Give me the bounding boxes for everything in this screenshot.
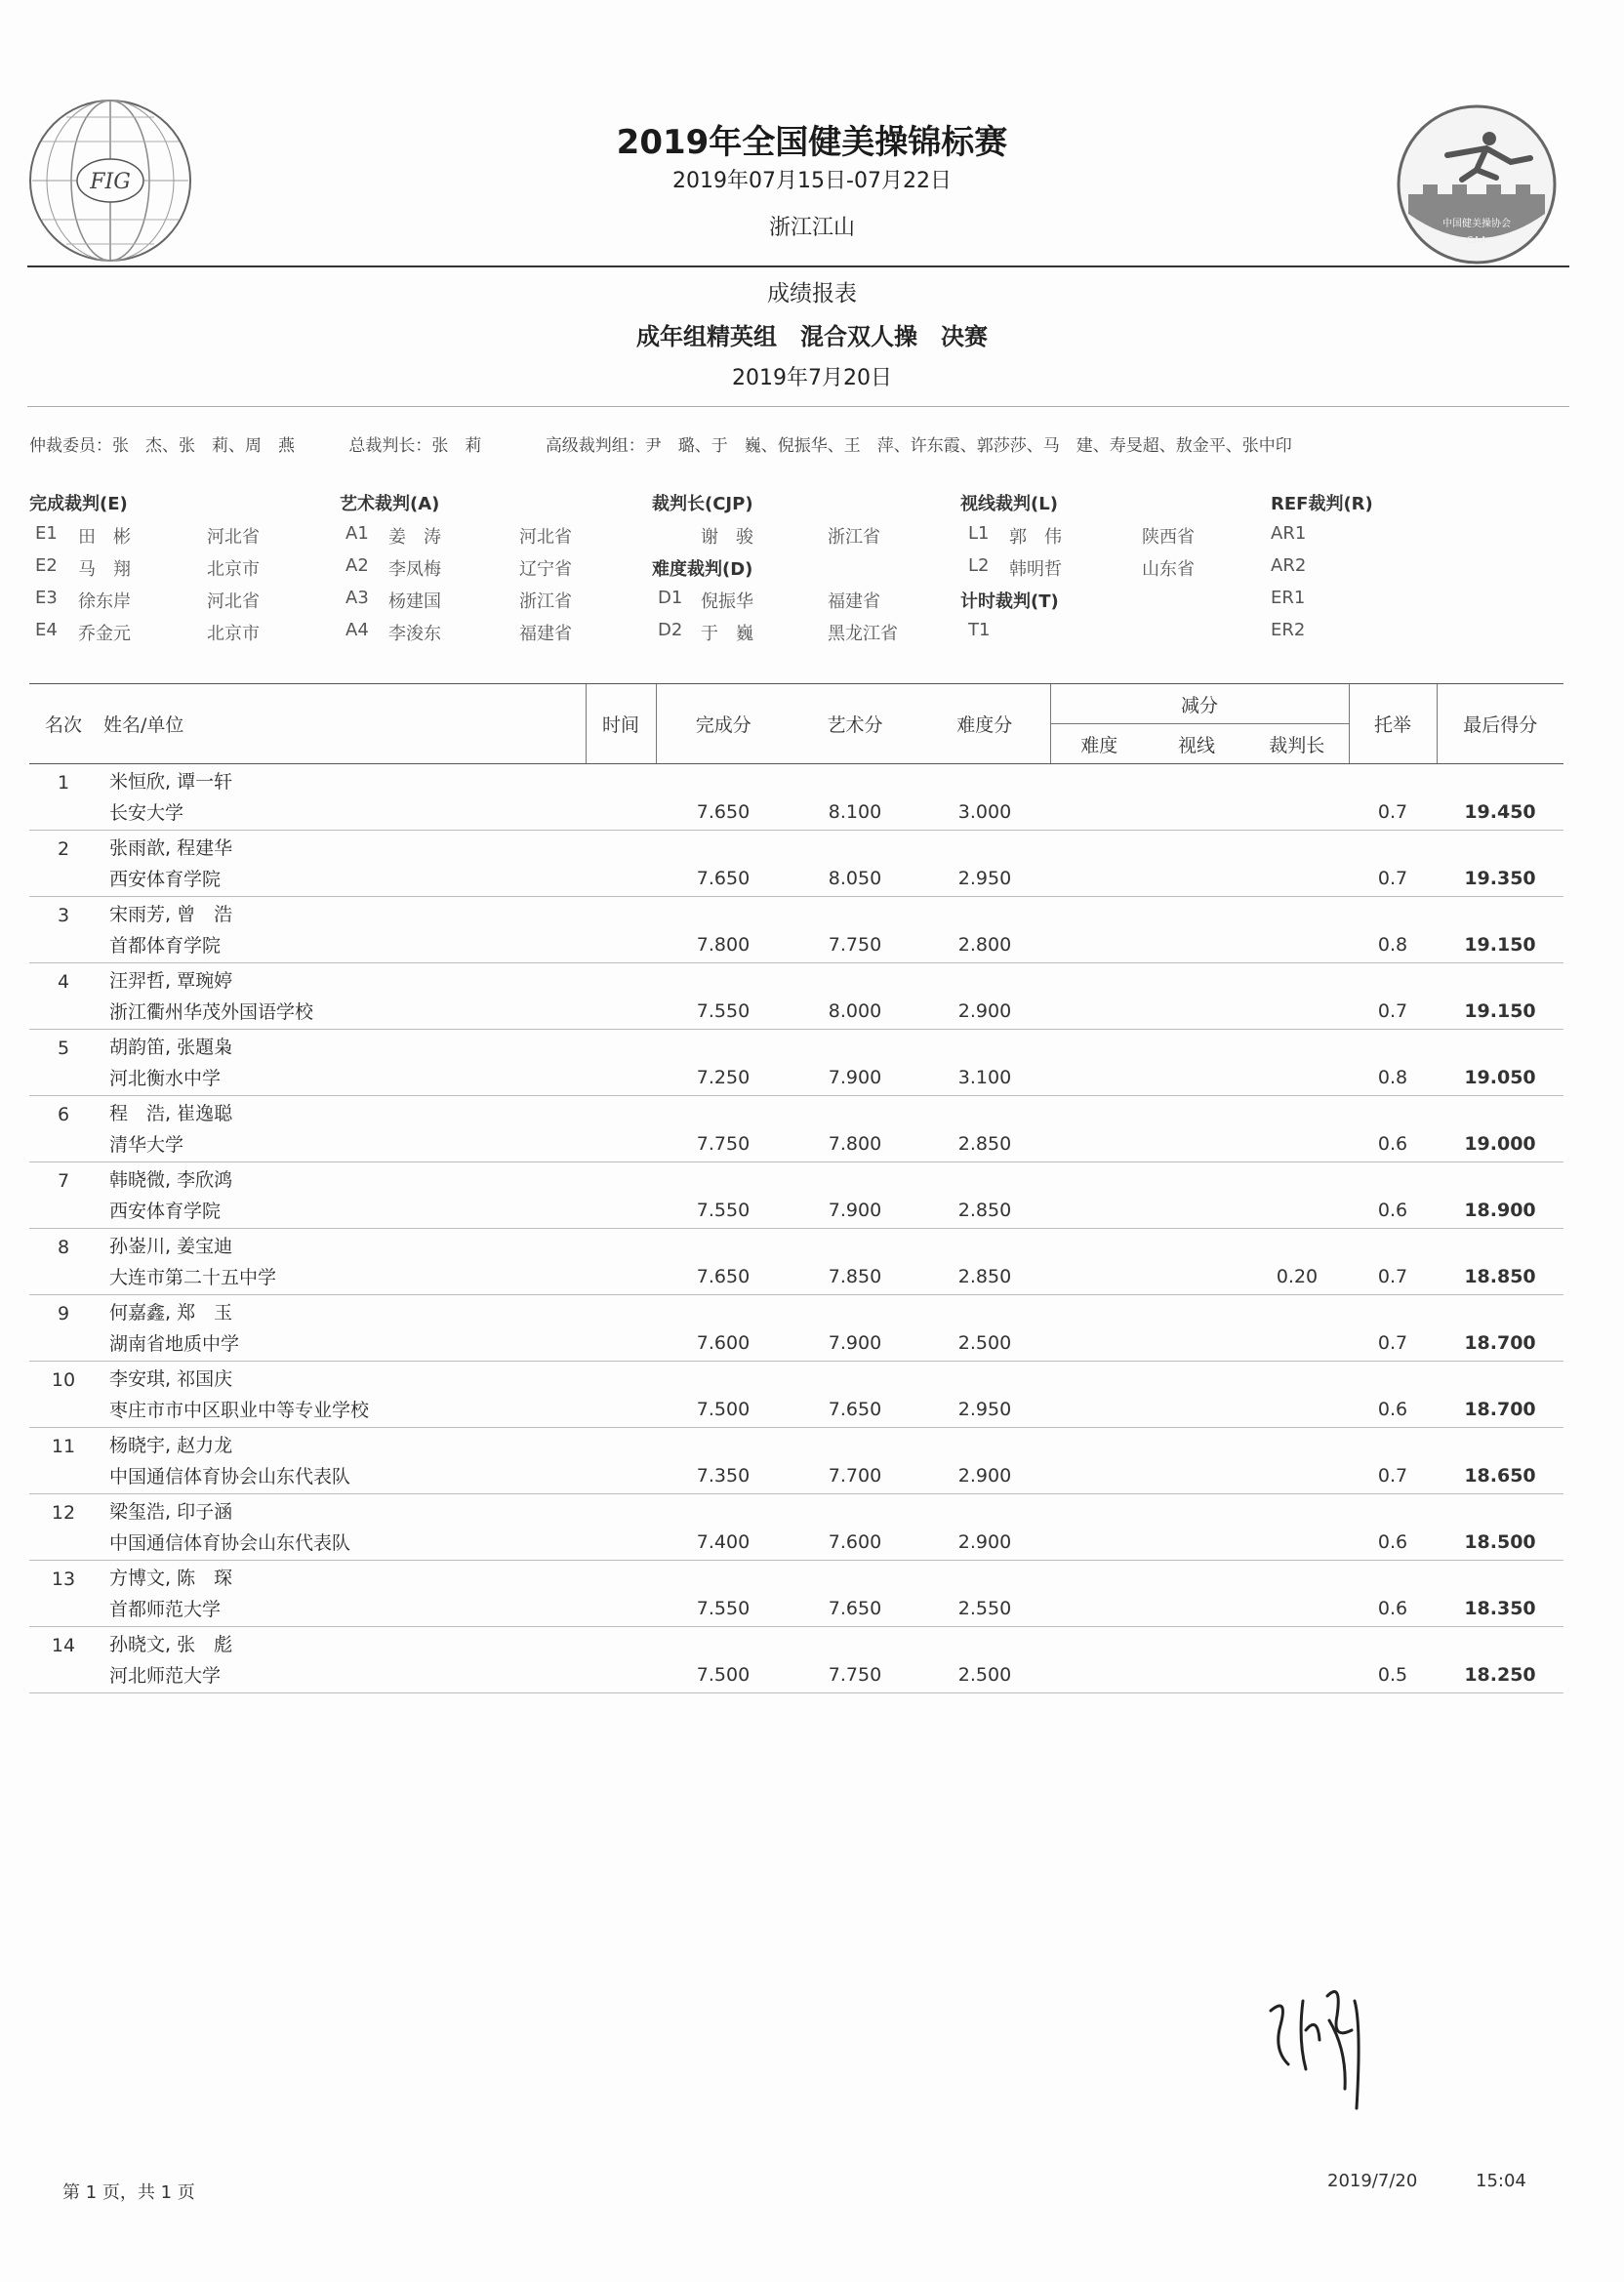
exec-cell: 7.500 <box>656 1656 791 1693</box>
fig-logo-text: FIG <box>90 170 131 194</box>
final-cell: 19.450 <box>1437 794 1563 831</box>
col-deduct-line: 视线 <box>1148 724 1245 764</box>
diff-cell: 2.500 <box>919 1656 1050 1693</box>
final-cell: 18.250 <box>1437 1656 1563 1693</box>
cjp-title: 裁判长(CJP) <box>652 494 753 514</box>
athletes-cell: 张雨歆, 程建华 <box>109 837 233 859</box>
table-row <box>29 1096 1563 1126</box>
judge-name: 韩明哲 <box>1009 559 1062 580</box>
exec-cell: 7.500 <box>656 1391 791 1428</box>
art-cell: 7.650 <box>791 1590 919 1627</box>
table-row <box>29 1295 1563 1325</box>
l-judges-title: 视线裁判(L) <box>960 494 1058 514</box>
judge-name: 郭 伟 <box>1009 527 1062 548</box>
header-divider <box>27 265 1569 267</box>
final-cell: 18.900 <box>1437 1192 1563 1229</box>
judge-code: L2 <box>968 555 990 576</box>
table-row <box>29 1192 1563 1229</box>
judge-name: 倪振华 <box>701 591 753 612</box>
exec-cell: 7.650 <box>656 860 791 897</box>
lift-cell: 0.6 <box>1349 1590 1437 1627</box>
diff-cell: 2.800 <box>919 926 1050 963</box>
judge-name: 杨建国 <box>388 591 441 612</box>
table-row <box>29 794 1563 831</box>
cjp-deduct-cell <box>1245 1059 1349 1096</box>
cjp-deduct-cell: 0.20 <box>1245 1258 1349 1295</box>
col-lift: 托举 <box>1349 684 1437 764</box>
rank-cell: 3 <box>57 905 70 926</box>
judge-code: A3 <box>345 588 369 608</box>
athletes-cell: 何嘉鑫, 郑 玉 <box>109 1302 233 1324</box>
unit-cell: 湖南省地质中学 <box>98 1324 586 1362</box>
judge-province: 河北省 <box>519 527 572 548</box>
rank-cell: 1 <box>57 772 70 794</box>
col-deduct: 减分 <box>1050 684 1349 724</box>
judge-code: AR2 <box>1271 555 1307 576</box>
judge-name: 于 巍 <box>701 624 753 644</box>
judge-province: 福建省 <box>519 624 572 644</box>
table-row <box>29 1229 1563 1259</box>
lift-cell: 0.7 <box>1349 1457 1437 1494</box>
results-table <box>29 683 1563 1693</box>
svg-text:中国健美操协会: 中国健美操协会 <box>1442 219 1511 229</box>
unit-cell: 河北衡水中学 <box>98 1059 586 1096</box>
exec-cell: 7.550 <box>656 993 791 1030</box>
judge-name: 徐东岸 <box>78 591 131 612</box>
table-row <box>29 1627 1563 1657</box>
lift-cell: 0.8 <box>1349 1059 1437 1096</box>
final-cell: 18.650 <box>1437 1457 1563 1494</box>
lift-cell: 0.5 <box>1349 1656 1437 1693</box>
judge-code: E2 <box>35 555 58 576</box>
diff-cell: 2.850 <box>919 1258 1050 1295</box>
table-row <box>29 1324 1563 1362</box>
t-judges-title: 计时裁判(T) <box>960 591 1059 612</box>
art-cell: 8.050 <box>791 860 919 897</box>
diff-cell: 2.900 <box>919 1457 1050 1494</box>
final-cell: 19.050 <box>1437 1059 1563 1096</box>
lift-cell: 0.7 <box>1349 860 1437 897</box>
table-row <box>29 1391 1563 1428</box>
officials-line <box>29 431 1591 456</box>
signature <box>1259 1972 1386 2118</box>
lift-cell: 0.8 <box>1349 926 1437 963</box>
table-row <box>29 897 1563 927</box>
judge-code: E4 <box>35 620 58 640</box>
report-title: 成绩报表 <box>767 281 857 306</box>
event-dates: 2019年07月15日-07月22日 <box>672 169 952 193</box>
judge-code: A1 <box>345 523 369 544</box>
table-row <box>29 926 1563 963</box>
table-row <box>29 993 1563 1030</box>
judge-name: 谢 骏 <box>701 527 753 548</box>
athletes-cell: 李安琪, 祁国庆 <box>109 1368 233 1390</box>
col-art: 艺术分 <box>791 684 919 764</box>
athletes-cell: 韩晓微, 李欣鸿 <box>109 1169 233 1191</box>
col-final: 最后得分 <box>1437 684 1563 764</box>
table-row <box>29 1362 1563 1392</box>
exec-cell: 7.750 <box>656 1125 791 1162</box>
unit-cell: 清华大学 <box>98 1125 586 1162</box>
lift-cell: 0.6 <box>1349 1524 1437 1561</box>
art-cell: 7.900 <box>791 1192 919 1229</box>
cjp-deduct-cell <box>1245 926 1349 963</box>
unit-cell: 西安体育学院 <box>98 1192 586 1229</box>
judge-code: L1 <box>968 523 990 544</box>
table-row <box>29 764 1563 795</box>
final-cell: 18.350 <box>1437 1590 1563 1627</box>
exec-cell: 7.650 <box>656 794 791 831</box>
diff-cell: 2.500 <box>919 1324 1050 1362</box>
d-judges-title: 难度裁判(D) <box>652 559 753 580</box>
col-exec: 完成分 <box>656 684 791 764</box>
rank-cell: 2 <box>57 838 70 860</box>
jury-members: 仲裁委员：张 杰、张 莉、周 燕 <box>29 436 295 456</box>
judge-name: 李浚东 <box>388 624 441 644</box>
table-row <box>29 831 1563 861</box>
rank-cell: 8 <box>57 1237 70 1258</box>
lift-cell: 0.6 <box>1349 1192 1437 1229</box>
art-cell: 7.850 <box>791 1258 919 1295</box>
col-rank: 名次 <box>29 684 98 764</box>
ref-judges-title: REF裁判(R) <box>1271 494 1373 514</box>
rank-cell: 11 <box>51 1436 76 1457</box>
table-row <box>29 1494 1563 1525</box>
unit-cell: 大连市第二十五中学 <box>98 1258 586 1295</box>
e-judges-title: 完成裁判(E) <box>29 494 128 514</box>
judge-code: A2 <box>345 555 369 576</box>
table-row <box>29 1590 1563 1627</box>
col-time: 时间 <box>586 684 656 764</box>
table-row <box>29 1030 1563 1060</box>
unit-cell: 长安大学 <box>98 794 586 831</box>
judge-code: T1 <box>968 620 991 640</box>
judge-code: D2 <box>658 620 683 640</box>
cjp-deduct-cell <box>1245 1125 1349 1162</box>
judge-province: 北京市 <box>207 559 260 580</box>
judge-province: 辽宁省 <box>519 559 572 580</box>
judge-name: 李凤梅 <box>388 559 441 580</box>
cjp-deduct-cell <box>1245 1192 1349 1229</box>
art-cell: 7.650 <box>791 1391 919 1428</box>
lift-cell: 0.7 <box>1349 993 1437 1030</box>
section-divider <box>27 406 1569 407</box>
table-row <box>29 1561 1563 1591</box>
athletes-cell: 杨晓宇, 赵力龙 <box>109 1435 233 1456</box>
judge-province: 河北省 <box>207 591 260 612</box>
judge-name: 马 翔 <box>78 559 131 580</box>
judge-province: 山东省 <box>1142 559 1195 580</box>
diff-cell: 3.000 <box>919 794 1050 831</box>
judge-code: D1 <box>658 588 683 608</box>
judge-name: 乔金元 <box>78 624 131 644</box>
final-cell: 19.350 <box>1437 860 1563 897</box>
cjp-deduct-cell <box>1245 1656 1349 1693</box>
cjp-deduct-cell <box>1245 1324 1349 1362</box>
event-venue: 浙江江山 <box>768 216 855 240</box>
rank-cell: 6 <box>57 1104 70 1125</box>
rank-cell: 14 <box>51 1635 76 1656</box>
final-cell: 18.500 <box>1437 1524 1563 1561</box>
final-cell: 18.700 <box>1437 1324 1563 1362</box>
judge-province: 北京市 <box>207 624 260 644</box>
unit-cell: 枣庄市市中区职业中等专业学校 <box>98 1391 586 1428</box>
exec-cell: 7.250 <box>656 1059 791 1096</box>
art-cell: 7.900 <box>791 1059 919 1096</box>
final-cell: 19.150 <box>1437 926 1563 963</box>
cjp-deduct-cell <box>1245 860 1349 897</box>
art-cell: 7.900 <box>791 1324 919 1362</box>
athletes-cell: 孙晓文, 张 彪 <box>109 1634 233 1655</box>
chief-referee: 总裁判长：张 莉 <box>348 436 482 456</box>
judge-name: 田 彬 <box>78 527 131 548</box>
rank-cell: 10 <box>51 1369 76 1391</box>
art-cell: 7.800 <box>791 1125 919 1162</box>
art-cell: 7.700 <box>791 1457 919 1494</box>
judge-code: E3 <box>35 588 58 608</box>
table-row <box>29 1059 1563 1096</box>
art-cell: 7.600 <box>791 1524 919 1561</box>
judge-code: ER1 <box>1271 588 1306 608</box>
judge-code: A4 <box>345 620 369 640</box>
cjp-deduct-cell <box>1245 1524 1349 1561</box>
exec-cell: 7.800 <box>656 926 791 963</box>
page-number: 第 1 页，共 1 页 <box>62 2182 195 2203</box>
col-diff: 难度分 <box>919 684 1050 764</box>
unit-cell: 河北师范大学 <box>98 1656 586 1693</box>
athletes-cell: 程 浩, 崔逸聪 <box>109 1103 233 1124</box>
judge-code: AR1 <box>1271 523 1307 544</box>
cjp-deduct-cell <box>1245 993 1349 1030</box>
judge-province: 陕西省 <box>1142 527 1195 548</box>
rank-cell: 4 <box>57 971 70 993</box>
final-cell: 19.000 <box>1437 1125 1563 1162</box>
table-row <box>29 1162 1563 1193</box>
unit-cell: 首都师范大学 <box>98 1590 586 1627</box>
diff-cell: 3.100 <box>919 1059 1050 1096</box>
judge-code: E1 <box>35 523 58 544</box>
final-cell: 18.700 <box>1437 1391 1563 1428</box>
exec-cell: 7.350 <box>656 1457 791 1494</box>
rank-cell: 13 <box>51 1569 76 1590</box>
unit-cell: 中国通信体育协会山东代表队 <box>98 1524 586 1561</box>
diff-cell: 2.900 <box>919 993 1050 1030</box>
athletes-cell: 梁玺浩, 印子涵 <box>109 1501 233 1523</box>
athletes-cell: 宋雨芳, 曾 浩 <box>109 904 233 925</box>
unit-cell: 中国通信体育协会山东代表队 <box>98 1457 586 1494</box>
col-deduct-cjp: 裁判长 <box>1245 724 1349 764</box>
exec-cell: 7.650 <box>656 1258 791 1295</box>
table-row <box>29 1524 1563 1561</box>
lift-cell: 0.7 <box>1349 1324 1437 1362</box>
print-time: 15:04 <box>1476 2171 1526 2191</box>
athletes-cell: 方博文, 陈 琛 <box>109 1568 233 1589</box>
art-cell: 7.750 <box>791 926 919 963</box>
col-deduct-diff: 难度 <box>1050 724 1148 764</box>
diff-cell: 2.900 <box>919 1524 1050 1561</box>
judge-province: 黑龙江省 <box>828 624 898 644</box>
table-row <box>29 1258 1563 1295</box>
diff-cell: 2.850 <box>919 1125 1050 1162</box>
athletes-cell: 汪羿哲, 覃琬婷 <box>109 970 233 992</box>
svg-text:CAA: CAA <box>1466 235 1487 246</box>
exec-cell: 7.550 <box>656 1590 791 1627</box>
exec-cell: 7.550 <box>656 1192 791 1229</box>
exec-cell: 7.600 <box>656 1324 791 1362</box>
unit-cell: 西安体育学院 <box>98 860 586 897</box>
print-date: 2019/7/20 <box>1327 2171 1418 2191</box>
cjp-deduct-cell <box>1245 1457 1349 1494</box>
athletes-cell: 孙崟川, 姜宝迪 <box>109 1236 233 1257</box>
cjp-deduct-cell <box>1245 794 1349 831</box>
cjp-deduct-cell <box>1245 1590 1349 1627</box>
rank-cell: 9 <box>57 1303 70 1324</box>
unit-cell: 浙江衢州华茂外国语学校 <box>98 993 586 1030</box>
lift-cell: 0.7 <box>1349 1258 1437 1295</box>
rank-cell: 7 <box>57 1170 70 1192</box>
a-judges-title: 艺术裁判(A) <box>340 494 440 514</box>
art-cell: 8.000 <box>791 993 919 1030</box>
table-row <box>29 1457 1563 1494</box>
diff-cell: 2.950 <box>919 1391 1050 1428</box>
judge-name: 姜 涛 <box>388 527 441 548</box>
senior-judges: 高级裁判组：尹 璐、于 巍、倪振华、王 萍、许东霞、郭莎莎、马 建、寿旻超、敖金平、张中印 <box>545 436 1292 456</box>
judge-province: 福建省 <box>828 591 880 612</box>
judge-province: 浙江省 <box>519 591 572 612</box>
exec-cell: 7.400 <box>656 1524 791 1561</box>
athletes-cell: 胡韵笛, 张題枭 <box>109 1037 233 1058</box>
final-cell: 19.150 <box>1437 993 1563 1030</box>
cjp-deduct-cell <box>1245 1391 1349 1428</box>
diff-cell: 2.850 <box>919 1192 1050 1229</box>
judge-province: 浙江省 <box>828 527 880 548</box>
table-row <box>29 963 1563 994</box>
table-row <box>29 1656 1563 1693</box>
table-row <box>29 1125 1563 1162</box>
rank-cell: 12 <box>51 1502 76 1524</box>
judge-code: ER2 <box>1271 620 1306 640</box>
col-name: 姓名/单位 <box>98 684 586 764</box>
match-date: 2019年7月20日 <box>732 366 892 390</box>
lift-cell: 0.7 <box>1349 794 1437 831</box>
table-row <box>29 1428 1563 1458</box>
diff-cell: 2.950 <box>919 860 1050 897</box>
report-subtitle: 成年组精英组 混合双人操 决赛 <box>636 323 988 350</box>
art-cell: 7.750 <box>791 1656 919 1693</box>
judge-province: 河北省 <box>207 527 260 548</box>
final-cell: 18.850 <box>1437 1258 1563 1295</box>
lift-cell: 0.6 <box>1349 1125 1437 1162</box>
rank-cell: 5 <box>57 1038 70 1059</box>
athletes-cell: 米恒欣, 谭一轩 <box>109 771 233 793</box>
table-row <box>29 860 1563 897</box>
unit-cell: 首都体育学院 <box>98 926 586 963</box>
lift-cell: 0.6 <box>1349 1391 1437 1428</box>
diff-cell: 2.550 <box>919 1590 1050 1627</box>
art-cell: 8.100 <box>791 794 919 831</box>
page-title: 2019年全国健美操锦标赛 <box>616 123 1008 162</box>
